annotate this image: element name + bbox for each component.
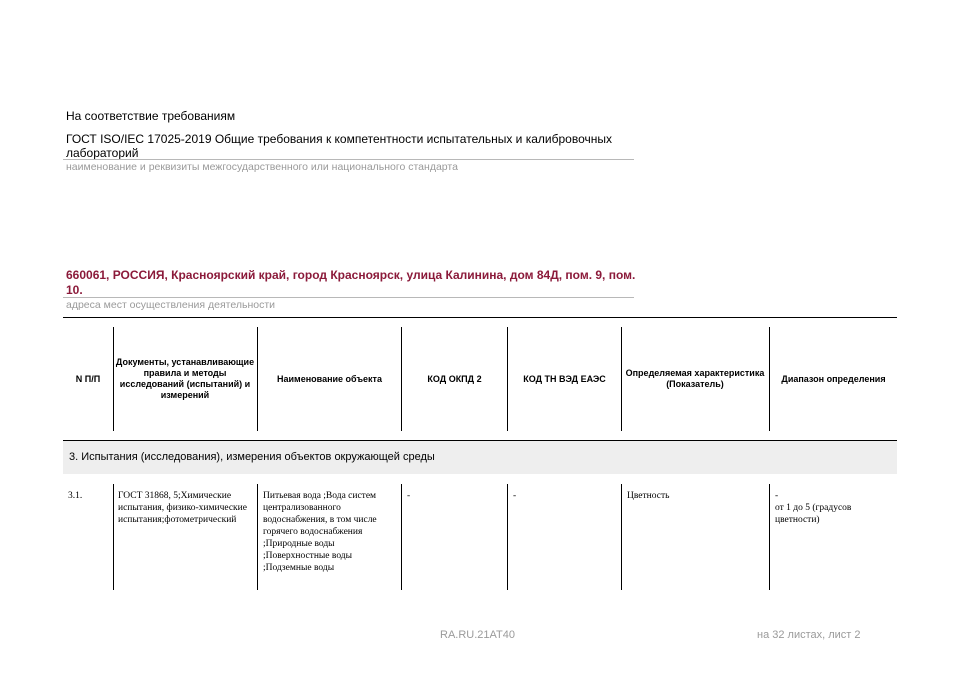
row-tnved: - (513, 491, 517, 501)
row-divider (621, 484, 622, 590)
header-okpd: КОД ОКПД 2 (427, 373, 482, 384)
standard-caption: наименование и реквизиты межгосударственного или национального стандарта (66, 161, 458, 173)
row-divider (401, 484, 402, 590)
row-divider (113, 484, 114, 590)
row-num: 3.1. (68, 491, 83, 501)
address-caption: адреса мест осуществления деятельности (66, 299, 276, 311)
address: 660061, РОССИЯ, Красноярский край, город Красноярск, улица Калинина, дом 84Д, пом. 9, пом. 10. (66, 268, 636, 297)
footer-pages: на 32 листах, лист 2 (757, 629, 861, 641)
header-characteristic: Определяемая характеристика (Показатель) (625, 368, 765, 389)
header-num: N П/П (75, 373, 101, 384)
standard-title: ГОСТ ISO/IEC 17025-2019 Общие требования к компетентности испытательных и калибровочных лабораторий (66, 132, 612, 160)
header-object: Наименование объекта (277, 373, 382, 384)
row-characteristic: Цветность (627, 491, 670, 501)
row-range (775, 490, 893, 526)
row-documents: ГОСТ 31868, 5;Химические испытания, физико-химические испытания;фотометрический (118, 491, 247, 525)
conformity-label: На соответствие требованиям (66, 109, 236, 123)
standard-rule (63, 159, 634, 160)
row-range-value: от 1 до 5 (градусов цветности) (775, 503, 852, 525)
row-okpd: - (407, 491, 411, 501)
header-divider (401, 327, 402, 431)
footer-doc-id: RA.RU.21AT40 (440, 629, 515, 641)
row-divider (769, 484, 770, 590)
row-divider (257, 484, 258, 590)
row-object: Питьевая вода ;Вода систем централизованного водоснабжения, в том числе горячего водоснабжения ;Природные воды ;Поверхностные воды ;Подземные воды (263, 491, 377, 573)
header-divider (621, 327, 622, 431)
table-top-rule (63, 317, 897, 318)
address-rule (63, 297, 634, 298)
header-divider (507, 327, 508, 431)
header-divider (113, 327, 114, 431)
header-range: Диапазон определения (781, 373, 886, 384)
header-tnved: КОД ТН ВЭД ЕАЭС (523, 373, 606, 384)
header-divider (257, 327, 258, 431)
header-documents: Документы, устанавливающие правила и методы исследований (испытаний) и измерений (115, 357, 255, 400)
section-title: 3. Испытания (исследования), измерения объектов окружающей среды (63, 441, 897, 474)
row-range-dash: - (775, 491, 779, 501)
header-divider (769, 327, 770, 431)
row-divider (507, 484, 508, 590)
